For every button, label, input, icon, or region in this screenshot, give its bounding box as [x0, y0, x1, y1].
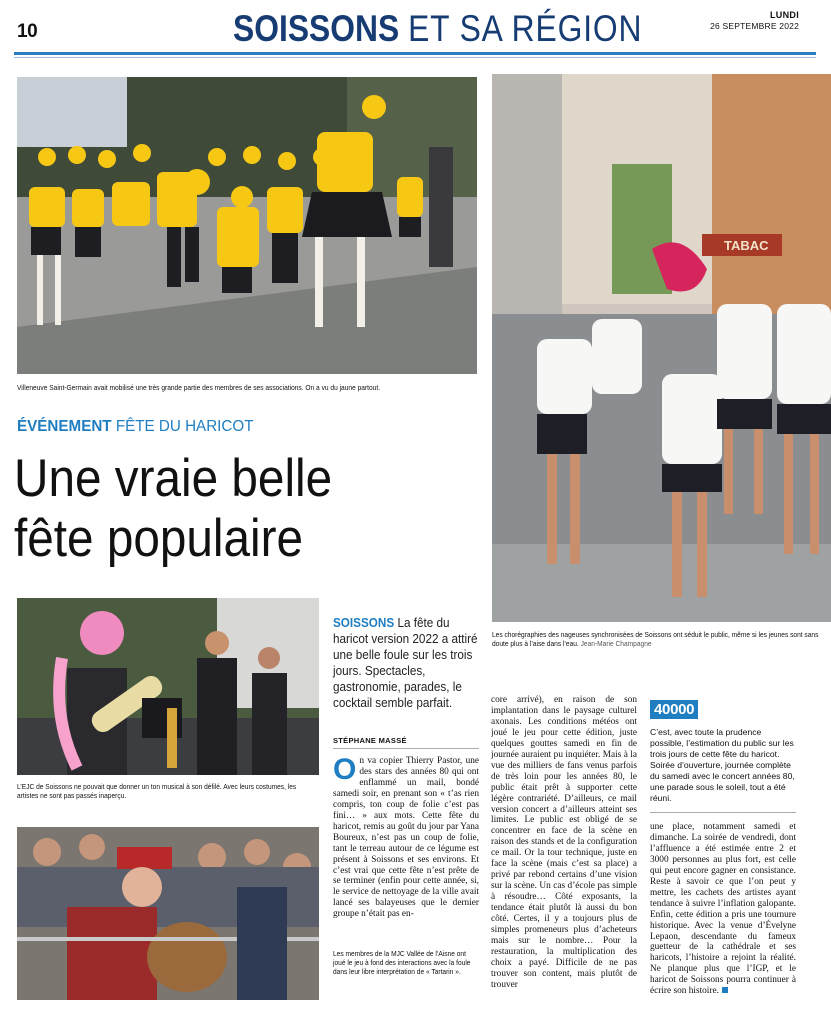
body-column-2: [491, 695, 637, 1001]
headline: [14, 449, 332, 569]
factbox-text: C’est, avec toute la prudence possible, l’estimation du public sur les trois jours de cette fête du haricot. Soirée d’ouverture, journée complète du samedi avec le concert années 80, une parade sous le soleil, tout a été réuni.: [650, 727, 795, 803]
body-column-1: [333, 756, 479, 943]
caption-band: L’EJC de Soissons ne pouvait que donner un ton musical à son défilé. Avec leurs costumes, les artistes ne sont pas passés inaperçu.: [17, 782, 297, 800]
section-title-bold: SOISSONS: [233, 8, 400, 49]
mjc-illustration: [17, 827, 319, 1000]
band-illustration: [17, 598, 319, 775]
author-byline: STÉPHANE MASSÉ: [333, 736, 407, 745]
kicker-bold: ÉVÉNEMENT: [17, 418, 112, 435]
caption-parade-tail: On a vu du jaune partout.: [303, 383, 381, 392]
header-rule-thin: [14, 57, 816, 58]
article-kicker: [17, 418, 253, 436]
lead-text: La fête du haricot version 2022 a attiré une belle foule sur les trois jours. Spectacles, gastronomie, parades, le cocktail semble parfait.: [333, 616, 478, 710]
caption-swimmers: [492, 630, 828, 648]
headline-line-2: fête populaire: [14, 509, 304, 568]
headline-line-1: Une vraie belle: [14, 449, 333, 508]
photo-band: [17, 598, 319, 775]
photo-parade: [17, 77, 477, 374]
parade-illustration: [17, 77, 477, 374]
header-day: LUNDI: [770, 10, 799, 20]
article-lead: [333, 616, 482, 711]
caption-swimmers-text: Les chorégraphies des nageuses synchronisées de Soissons ont séduit le public, même si les jeunes sont sans doute plus à l’aise dans l’eau.: [492, 630, 819, 648]
photo-swimmers: [492, 74, 831, 622]
header-rule: [14, 52, 816, 55]
tabac-sign: TABAC: [724, 238, 769, 253]
drop-cap: O: [333, 756, 357, 786]
lead-city: SOISSONS: [333, 616, 395, 630]
body-column-3: [650, 822, 796, 1002]
caption-parade: [17, 383, 477, 392]
column-3-text: une place, notamment samedi et dimanche. La soirée de vendredi, dont l’affluence a été estimée entre 2 et 3000 personnes au plus fort, est celle qui peut encore gagner en consistance. Reste à savoir ce que l’on peut y mettre, les cachets des artistes ayant tendance à suivre l’inflation galopante. Enfin, cette édition a pris une tournure historique. Avec la venue d’Évelyne Lepaon, descendante du fameux guetteur de la cathédrale et ses haricots, l’histoire a rejoint la réalité. Ne planque plus que l’IGP, et le haricot de Soissons pourra continuer à écrire son histoire.: [650, 822, 796, 997]
swimmers-illustration: [492, 74, 831, 622]
section-title: [233, 9, 642, 49]
kicker-sub: FÊTE DU HARICOT: [115, 418, 254, 435]
caption-swimmers-credit: Jean-Marie Champagne: [578, 639, 652, 648]
photo-mjc: [17, 827, 319, 1000]
byline-rule: [333, 748, 479, 749]
column-1-text: n va copier Thierry Pastor, une des stars des années 80 qui ont enflammé un mail, bondé samedi soir, en prenant son « t’as rien compris, ton coup de folie c’est pas fini… » aux mots. Cette fête du haricot, remis au goût du jour par Yana Boureux, n’est pas un coup de folie, tant le terreau autour de ce légume est présent à Soissons et ses environs. Et c’est vrai que cette fête n’est prête de se terminer (enfin pour cette année, si, le service de nettoyage de la ville avait lancé ses balayeuses que le dernier groupe n’était pas en-: [333, 756, 479, 920]
caption-mjc: Les membres de la MJC Vallée de l’Aisne ont joué le jeu à fond des interactions avec la foule dans leur libre interprétation de « Tartarin ».: [333, 949, 471, 976]
header-date: 26 SEPTEMBRE 2022: [710, 21, 799, 31]
caption-parade-main: Villeneuve Saint-Germain avait mobilisé une très grande partie des membres de ses associations.: [17, 383, 304, 392]
end-mark-icon: [722, 987, 728, 993]
factbox-number: 40000: [650, 700, 698, 719]
page-number: 10: [17, 21, 38, 42]
column-2-text: core arrivé), en raison de son implantation dans le paysage culturel axonais. Les conditions météos ont joué le jeu pour cette édition, juste quelques gouttes samedi en fin de journée auraient pu inquiéter. Mais à la vue des milliers de fans venus parfois de très loin pour les années 80, le public était prêt à supporter cette légère contrariété. D’ailleurs, ce mail version concert a d’ailleurs atteint ses limites. Le public est obligé de se concentrer en face de la scène en raison des stands et de la configuration ce mail. Or la tour technique, juste en face la scène (mais c’est sa place) a privé par rebond certains d’une vision sur la scène. Un cas d’école pas simple à résoudre… Côté exposants, la tendance était plutôt là aussi du bon côté. Certes, il y a toujours plus de simples promeneurs plus d’acheteurs mais sur le nombre… Pour la restauration, la multiplication des choix a payé. Difficile de ne pas trouver son content, mais plutôt de trouver: [491, 695, 637, 990]
section-title-light: ET SA RÉGION: [408, 8, 643, 49]
factbox-rule: [650, 812, 796, 813]
